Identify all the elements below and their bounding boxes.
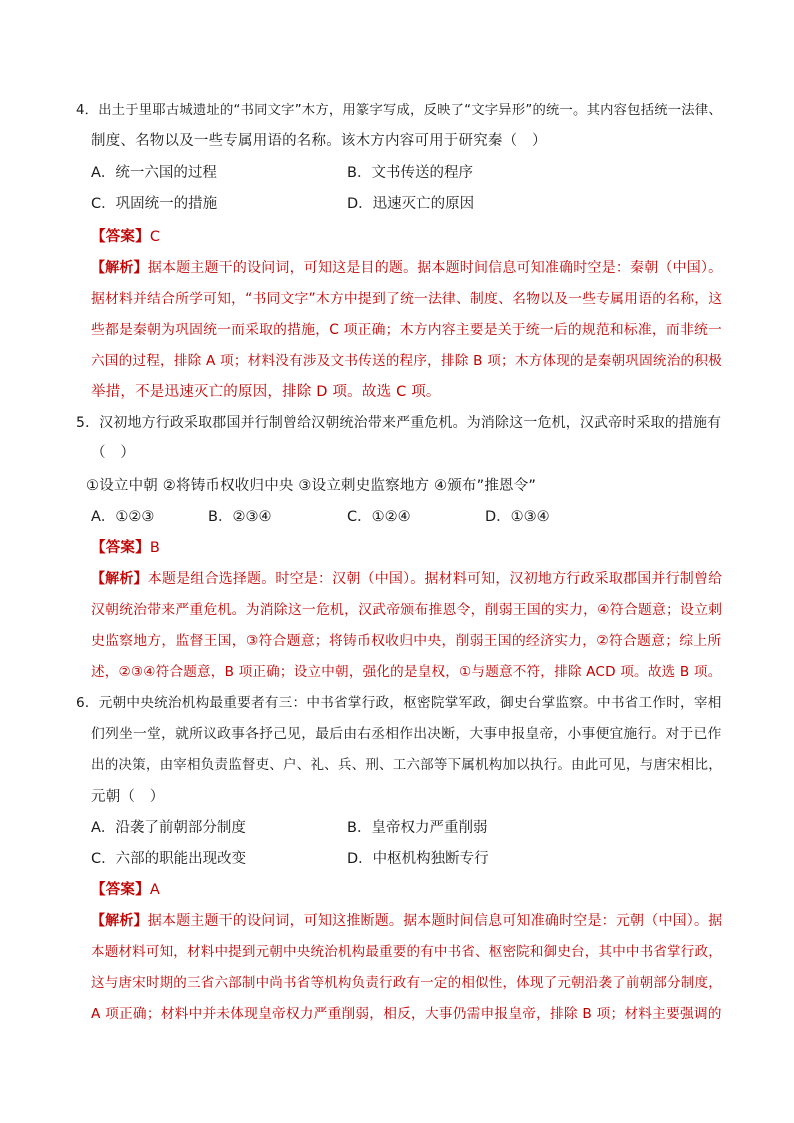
option-d[interactable]: D．①③④ — [485, 509, 550, 525]
option-a[interactable]: A．①②③ — [91, 509, 155, 525]
analysis-line: 举措，不是迅速灭亡的原因，排除 D 项。故选 C 项。 — [91, 384, 441, 400]
analysis-line: A 项正确；材料中并未体现皇帝权力严重削弱，相反，大事仍需申报皇帝，排除 B 项；材料主要强调的 — [91, 1006, 722, 1022]
analysis-line: 汉朝统治带来严重危机。为消除这一危机，汉武帝颁布推恩令，削弱王国的实力，④符合题意；设立刺 — [91, 602, 723, 618]
answer-line — [91, 538, 160, 558]
question-stem-line: 5．汉初地方行政采取郡国并行制曾给汉朝统治带来严重危机。为消除这一危机，汉武帝时采取的措施有 — [76, 415, 722, 431]
answer-label: 【答案】 — [91, 540, 150, 556]
analysis-line: 述，②③④符合题意，B 项正确；设立中朝，强化的是皇权，①与题意不符，排除 ACD 项。故选 B 项。 — [91, 664, 722, 680]
analysis-line: 据材料并结合所学可知，“书同文字”木方中提到了统一法律、制度、名物以及一些专属用语的名称，这 — [91, 291, 723, 307]
analysis-line: 些都是秦朝为巩固统一而采取的措施，C 项正确；木方内容主要是关于统一后的规范和标准，而非统一 — [91, 322, 722, 338]
option-a[interactable]: A．统一六国的过程 — [91, 165, 217, 181]
question-items: ①设立中朝 ②将铸币权收归中央 ③设立刺史监察地方 ④颁布”推恩令” — [86, 478, 537, 494]
analysis-line: 这与唐宋时期的三省六部制中尚书省等机构负责行政有一定的相似性，体现了元朝沿袭了前朝部分制度， — [91, 975, 722, 991]
answer-label: 【答案】 — [91, 229, 150, 245]
question-stem-line: 制度、名物以及一些专属用语的名称。该木方内容可用于研究秦（ ） — [91, 133, 547, 149]
option-c[interactable]: C．巩固统一的措施 — [91, 196, 218, 212]
option-c[interactable]: C．①②④ — [347, 509, 411, 525]
analysis-label: 【解析】 — [91, 571, 148, 587]
answer-value: C — [149, 229, 161, 245]
option-b[interactable]: B．②③④ — [208, 509, 272, 525]
analysis-line: 【解析】据本题主题干的设问词，可知这推断题。据本题时间信息可知准确时空是：元朝（中国）。据 — [91, 913, 723, 929]
question-stem-line: 6．元朝中央统治机构最重要者有三：中书省掌行政，枢密院掌军政，御史台掌监察。中书省工作时，宰相 — [76, 695, 722, 711]
option-b[interactable]: B．皇帝权力严重削弱 — [347, 820, 488, 836]
answer-label: 【答案】 — [91, 882, 150, 898]
question-stem-line: 们列坐一堂，就所议政事各抒己见，最后由右丞相作出决断，大事申报皇帝，小事便宜施行。对于已作 — [91, 726, 722, 742]
answer-line — [91, 880, 160, 900]
question-stem-line: 4．出土于里耶古城遗址的“书同文字”木方，用篆字写成，反映了“文字异形”的统一。其内容包括统一法律、 — [76, 103, 722, 118]
option-b[interactable]: B．文书传送的程序 — [347, 165, 473, 181]
question-stem-line: （ ） — [91, 445, 136, 461]
analysis-line: 【解析】本题是组合选择题。时空是：汉朝（中国）。据材料可知，汉初地方行政采取郡国并行制曾给 — [91, 571, 723, 587]
analysis-line: 史监察地方，监督王国，③符合题意；将铸币权收归中央，削弱王国的经济实力，②符合题意；综上所 — [91, 633, 722, 649]
analysis-line: 本题材料可知，材料中提到元朝中央统治机构最重要的有中书省、枢密院和御史台，其中中书省掌行政， — [91, 944, 722, 960]
question-stem-line: 出的决策，由宰相负责监督吏、户、礼、兵、刑、工六部等下属机构加以执行。由此可见，与唐宋相比， — [91, 757, 722, 773]
answer-line — [91, 227, 160, 247]
option-d[interactable]: D．迅速灭亡的原因 — [347, 196, 475, 212]
answer-value: B — [149, 540, 160, 556]
option-c[interactable]: C．六部的职能出现改变 — [91, 851, 247, 867]
question-stem-line: 元朝（ ） — [91, 789, 165, 805]
analysis-line: 六国的过程，排除 A 项；材料没有涉及文书传送的程序，排除 B 项；木方体现的是秦朝巩固统治的积极 — [91, 353, 722, 369]
option-d[interactable]: D．中枢机构独断专行 — [347, 851, 489, 867]
answer-value: A — [149, 882, 160, 898]
analysis-label: 【解析】 — [91, 260, 148, 276]
option-a[interactable]: A．沿袭了前朝部分制度 — [91, 820, 246, 836]
analysis-label: 【解析】 — [91, 913, 148, 929]
analysis-line: 【解析】据本题主题干的设问词，可知这是目的题。据本题时间信息可知准确时空是：秦朝（中国）。 — [91, 260, 723, 276]
